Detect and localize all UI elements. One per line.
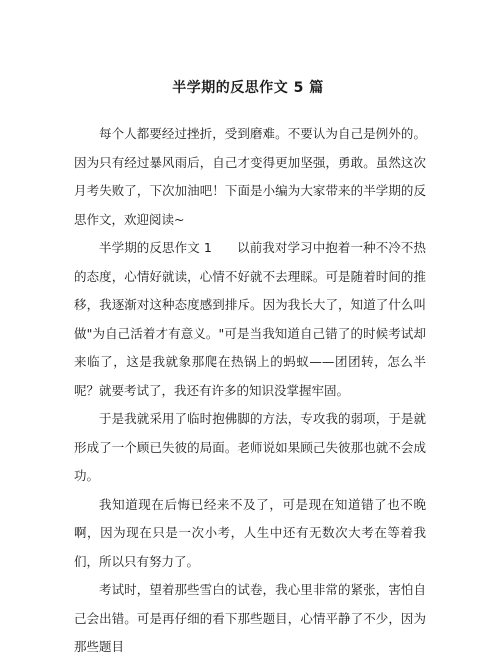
paragraph-regret: 我知道现在后悔已经来不及了，可是现在知道错了也不晚啊，因为现在只是一次小考，人生中还有无数次大考在等着我们，所以只有努力了。 xyxy=(74,496,426,569)
paragraph-exam: 考试时，望着那些雪白的试卷，我心里非常的紧张，害怕自己会出错。可是再仔细的看下那些题目，心情平静了不少，因为那些题目 xyxy=(74,582,426,654)
document-body xyxy=(74,120,426,662)
document-title: 半学期的反思作文 5 篇 xyxy=(172,80,324,96)
paragraph-essay-1: 半学期的反思作文 1 以前我对学习中抱着一种不冷不热的态度，心情好就读，心情不好就不去理睬。可是随着时间的推移，我逐渐对这种态度感到排斥。因为我长大了，知道了什么叫做"为自己活着才有意义。"可是当我知道自己错了的时候考试却来临了，这是我就象那爬在热锅上的蚂蚁——团团转，怎么半呢？就要考试了，我还有许多的知识没掌握牢固。 xyxy=(74,240,426,398)
paragraph-intro: 每个人都要经过挫折，受到磨难。不要认为自己是例外的。因为只有经过暴风雨后，自己才变得更加坚强，勇敢。虽然这次月考失败了，下次加油吧！下面是小编为大家带来的半学期的反思作文，欢迎阅读~ xyxy=(74,126,426,227)
paragraph-method: 于是我就采用了临时抱佛脚的方法，专攻我的弱项，于是就形成了一个顾已失彼的局面。老师说如果顾己失彼那也就不会成功。 xyxy=(74,411,426,483)
